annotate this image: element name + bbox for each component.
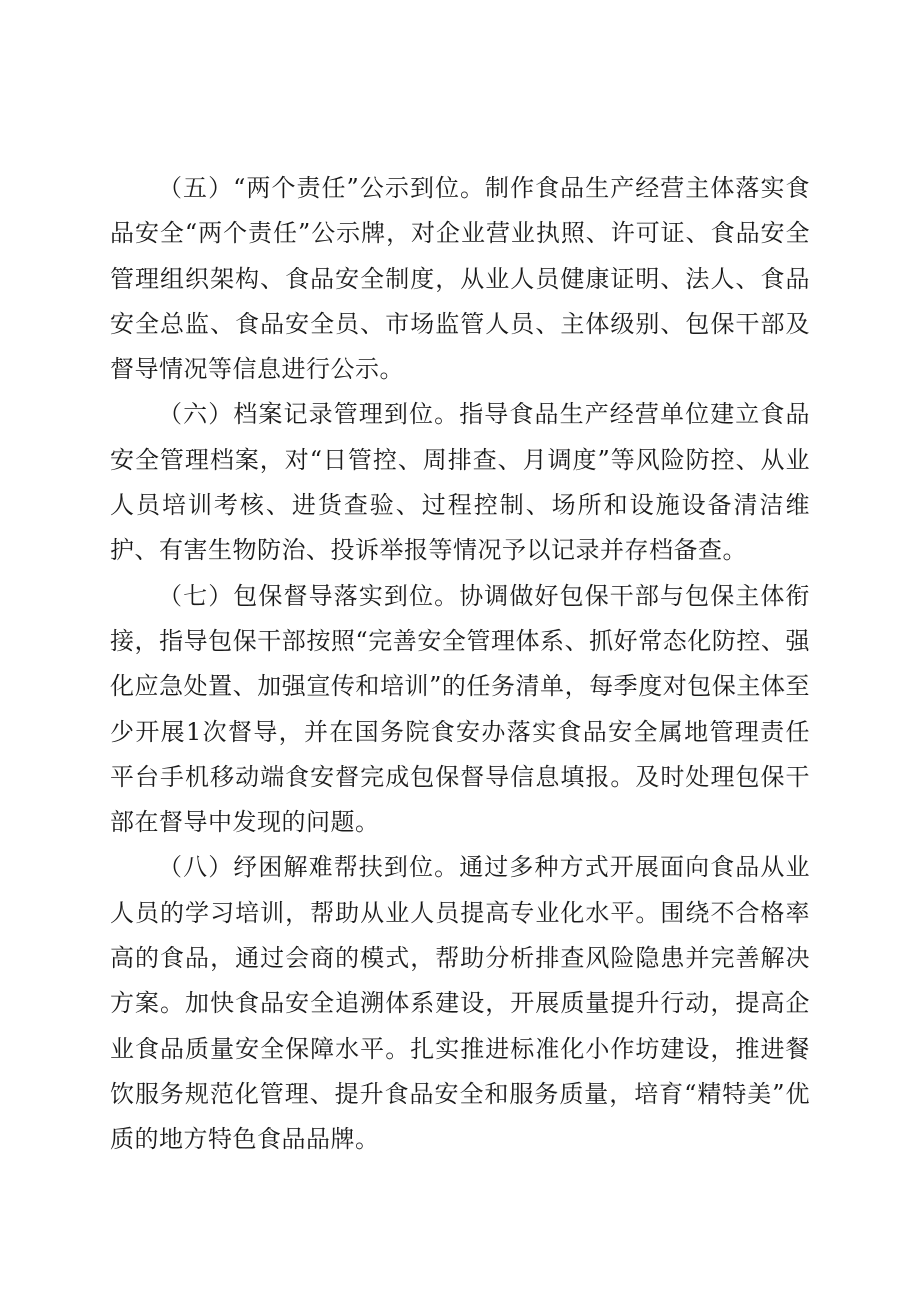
paragraph-seven: （七）包保督导落实到位。协调做好包保干部与包保主体衔接，指导包保干部按照“完善安全管理体系、抓好常态化防控、强化应急处置、加强宣传和培训”的任务清单，每季度对包保主体至少开展1次督导，并在国务院食安办落实食品安全属地管理责任平台手机移动端食安督完成包保督导信息填报。及时处理包保干部在督导中发现的问题。 xyxy=(110,581,810,837)
document-body xyxy=(110,166,810,1163)
paragraph-five: （五）“两个责任”公示到位。制作食品生产经营主体落实食品安全“两个责任”公示牌，对企业营业执照、许可证、食品安全管理组织架构、食品安全制度，从业人员健康证明、法人、食品安全总监、食品安全员、市场监管人员、主体级别、包保干部及督导情况等信息进行公示。 xyxy=(110,174,810,384)
paragraph-eight: （八）纾困解难帮扶到位。通过多种方式开展面向食品从业人员的学习培训，帮助从业人员提高专业化水平。围绕不合格率高的食品，通过会商的模式，帮助分析排查风险隐患并完善解决方案。加快食品安全追溯体系建设，开展质量提升行动，提高企业食品质量安全保障水平。扎实推进标准化小作坊建设，推进餐饮服务规范化管理、提升食品安全和服务质量，培育“精特美”优质的地方特色食品品牌。 xyxy=(110,853,810,1154)
paragraph-six: （六）档案记录管理到位。指导食品生产经营单位建立食品安全管理档案，对“日管控、周排查、月调度”等风险防控、从业人员培训考核、进货查验、过程控制、场所和设施设备清洁维护、有害生物防治、投诉举报等情况予以记录并存档备查。 xyxy=(110,400,810,565)
